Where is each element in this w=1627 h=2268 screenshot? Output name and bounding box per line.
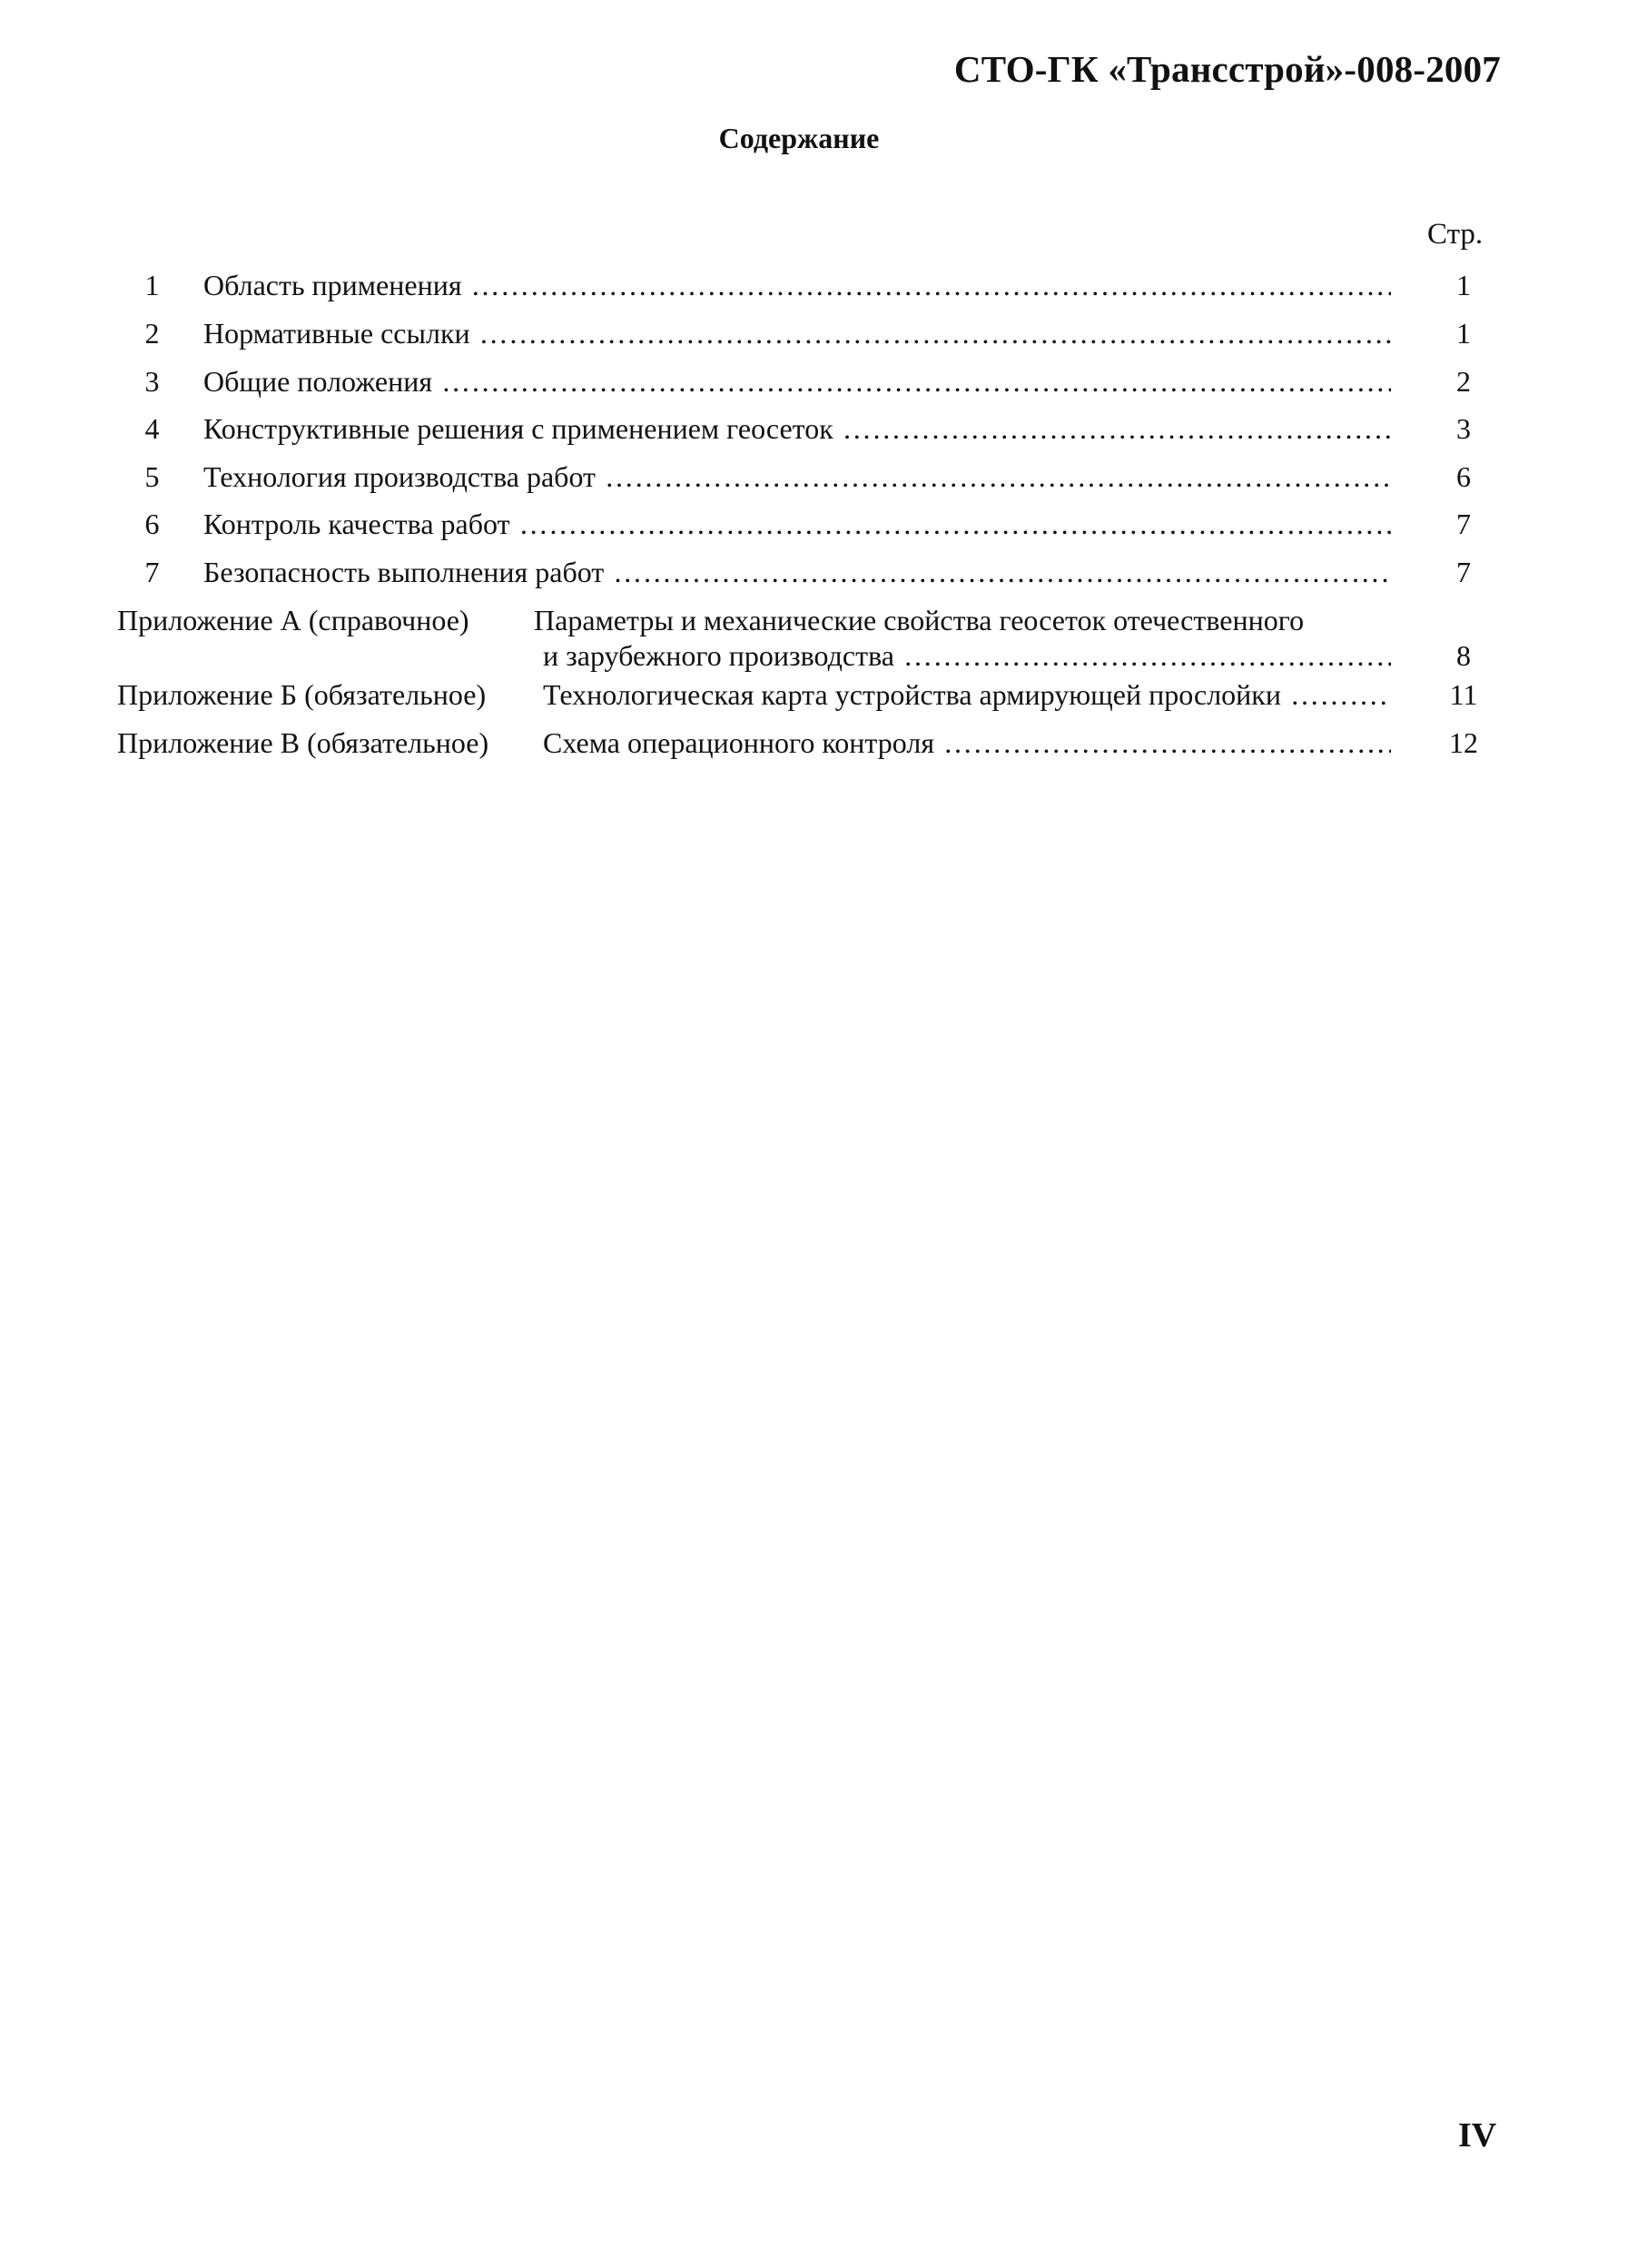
toc-section-number: 5 — [144, 460, 160, 493]
toc-page-number: 11 — [1449, 678, 1478, 711]
page-folio: IV — [1458, 2116, 1497, 2155]
toc-section-title: Безопасность выполнения работ — [203, 556, 605, 588]
toc-appendix-row[interactable] — [0, 600, 1627, 640]
toc-section-number: 3 — [144, 365, 160, 398]
toc-section-title: Технология производства работ — [203, 460, 597, 493]
toc-page-number: 2 — [1456, 365, 1471, 398]
dot-leader — [471, 265, 1391, 305]
toc-row[interactable] — [0, 409, 1627, 449]
toc-section-title: Нормативные ссылки — [203, 317, 470, 350]
toc-title: Содержание — [718, 122, 880, 154]
toc-appendix-label: Приложение А (справочное) — [117, 604, 469, 636]
toc-page-number: 1 — [1456, 269, 1471, 301]
toc-page-number: 12 — [1449, 726, 1478, 759]
dot-leader — [519, 504, 1391, 544]
toc-appendix-row[interactable] — [0, 723, 1627, 763]
toc-section-title: Конструктивные решения с применением геосеток — [203, 412, 833, 445]
toc-page-number: 1 — [1456, 317, 1471, 350]
dot-leader — [605, 457, 1391, 497]
page-column-label: Стр. — [1427, 218, 1484, 251]
toc-page-number: 3 — [1456, 412, 1471, 445]
dot-leader — [903, 636, 1391, 675]
dot-leader — [479, 313, 1391, 353]
toc-appendix-title: Технологическая карта устройства армирующей прослойки — [543, 678, 1281, 711]
toc-section-title: Контроль качества работ — [203, 508, 510, 540]
toc-row[interactable] — [0, 361, 1627, 401]
toc-page-number: 7 — [1456, 556, 1471, 588]
toc-page-number: 8 — [1456, 639, 1471, 672]
toc-appendix-label: Приложение В (обязательное) — [117, 726, 489, 759]
toc-appendix-label: Приложение Б (обязательное) — [117, 678, 487, 711]
toc-appendix-title-continued: и зарубежного производства — [543, 639, 894, 672]
dot-leader — [843, 409, 1391, 449]
dot-leader — [613, 552, 1391, 592]
toc-appendix-title: Схема операционного контроля — [543, 726, 935, 759]
toc-page-number: 7 — [1456, 508, 1471, 540]
toc-section-number: 4 — [144, 412, 160, 445]
toc-section-title: Общие положения — [203, 365, 433, 398]
toc-row[interactable] — [0, 552, 1627, 592]
toc-row[interactable] — [0, 313, 1627, 353]
toc-section-title: Область применения — [203, 269, 462, 301]
toc-section-number: 1 — [144, 269, 160, 301]
dot-leader — [1290, 675, 1391, 715]
toc-row[interactable] — [0, 504, 1627, 544]
toc-page-number: 6 — [1456, 460, 1471, 493]
dot-leader — [441, 361, 1391, 401]
toc-appendix-title: Параметры и механические свойства геосеток отечественного — [534, 604, 1305, 636]
toc-section-number: 6 — [144, 508, 160, 540]
toc-appendix-row[interactable] — [0, 675, 1627, 715]
toc-row[interactable] — [0, 457, 1627, 497]
toc-appendix-row-continued[interactable] — [0, 636, 1627, 675]
document-code: СТО-ГК «Трансстрой»-008-2007 — [953, 48, 1501, 90]
toc-row[interactable] — [0, 265, 1627, 305]
dot-leader — [943, 723, 1391, 763]
toc-section-number: 2 — [144, 317, 160, 350]
toc-section-number: 7 — [144, 556, 160, 588]
